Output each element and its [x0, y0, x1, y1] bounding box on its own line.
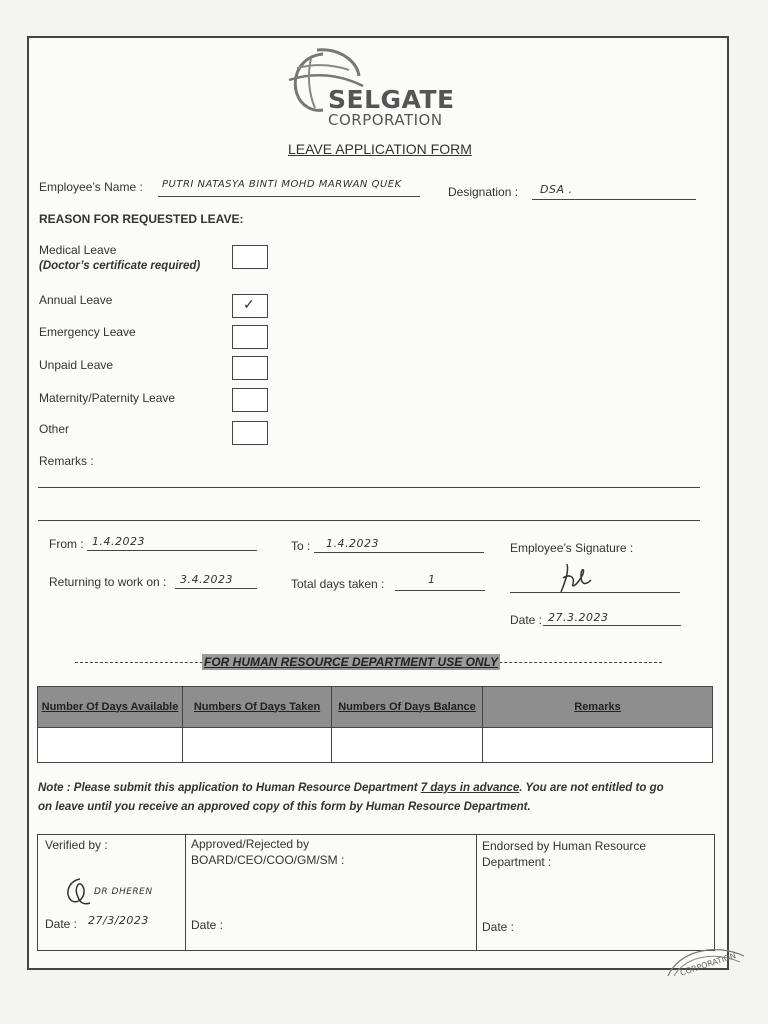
stamp-text: CORPORATION	[678, 951, 738, 978]
verified-cell[interactable]	[38, 835, 186, 950]
signature-date-field[interactable]: 27.3.2023	[548, 611, 609, 624]
days-taken-header: Numbers Of Days Taken	[183, 687, 332, 728]
remarks-label: Remarks :	[39, 454, 94, 468]
hr-days-table	[37, 686, 713, 763]
designation-label: Designation :	[448, 185, 519, 199]
remarks-header: Remarks	[483, 687, 713, 728]
endorsed-by-label: Endorsed by Human Resource Department :	[482, 839, 647, 869]
verifier-signature-image	[58, 873, 98, 909]
annual-leave-checkbox[interactable]	[232, 294, 268, 318]
form-title: LEAVE APPLICATION FORM	[288, 141, 472, 157]
approved-date-label: Date :	[191, 918, 224, 932]
maternity-leave-checkbox[interactable]	[232, 388, 268, 412]
verified-by-label: Verified by :	[45, 838, 108, 852]
check-mark-icon: ✓	[243, 296, 255, 312]
emergency-leave-checkbox[interactable]	[232, 325, 268, 349]
total-days-field[interactable]: 1	[428, 573, 436, 586]
employee-signature-field[interactable]	[510, 592, 680, 593]
endorsed-cell[interactable]	[476, 835, 713, 950]
unpaid-leave-label: Unpaid Leave	[39, 358, 114, 372]
total-days-label: Total days taken :	[291, 577, 385, 591]
medical-leave-note: (Doctor’s certificate required)	[39, 260, 201, 272]
logo-subtitle: CORPORATION	[328, 111, 443, 129]
days-balance-cell[interactable]	[332, 728, 483, 763]
employee-signature-label: Employee’s Signature :	[510, 541, 634, 555]
approved-rejected-label: Approved/Rejected by BOARD/CEO/COO/GM/SM :	[191, 837, 345, 867]
maternity-leave-label: Maternity/Paternity Leave	[39, 391, 176, 405]
to-label: To :	[291, 539, 311, 553]
from-date-field[interactable]: 1.4.2023	[92, 535, 145, 548]
returning-date-field[interactable]: 3.4.2023	[180, 573, 233, 586]
submission-note: Note : Please submit this application to Human Resource Department 7 days in advance. You are not entitled to go on leave until you receive an approved copy of this form by Human Resource Department.	[38, 782, 664, 813]
verifier-name: DR DHEREN	[94, 887, 153, 897]
remarks-line-2[interactable]	[38, 520, 700, 521]
designation-field[interactable]: DSA .	[540, 183, 573, 196]
medical-leave-label: Medical Leave	[39, 243, 117, 257]
endorsed-date-label: Date :	[482, 920, 515, 934]
approved-cell[interactable]	[185, 835, 477, 950]
verified-date-value[interactable]: 27/3/2023	[88, 914, 149, 927]
hr-remarks-cell[interactable]	[483, 728, 713, 763]
emergency-leave-label: Emergency Leave	[39, 325, 136, 339]
approvals-section	[37, 834, 715, 951]
employee-name-field[interactable]: PUTRI NATASYA BINTI MOHD MARWAN QUEK	[162, 179, 402, 190]
reason-heading: REASON FOR REQUESTED LEAVE:	[39, 212, 244, 226]
other-leave-label: Other	[39, 422, 70, 436]
verified-date-label: Date :	[45, 917, 78, 931]
days-available-header: Number Of Days Available	[38, 687, 183, 728]
days-balance-header: Numbers Of Days Balance	[332, 687, 483, 728]
from-label: From :	[49, 537, 84, 551]
to-date-field[interactable]: 1.4.2023	[326, 537, 379, 550]
form-sheet	[27, 36, 729, 970]
employee-signature-image	[555, 558, 605, 596]
hr-use-only-banner: FOR HUMAN RESOURCE DEPARTMENT USE ONLY	[204, 655, 499, 669]
days-taken-cell[interactable]	[183, 728, 332, 763]
other-leave-checkbox[interactable]	[232, 421, 268, 445]
logo-name: SELGATE	[328, 85, 455, 114]
signature-date-label: Date :	[510, 613, 543, 627]
returning-label: Returning to work on :	[49, 575, 167, 589]
remarks-line-1[interactable]	[38, 487, 700, 488]
annual-leave-label: Annual Leave	[39, 293, 113, 307]
medical-leave-checkbox[interactable]	[232, 245, 268, 269]
days-available-cell[interactable]	[38, 728, 183, 763]
corporation-stamp-icon	[664, 938, 748, 978]
employee-name-label: Employee’s Name :	[39, 180, 143, 194]
unpaid-leave-checkbox[interactable]	[232, 356, 268, 380]
